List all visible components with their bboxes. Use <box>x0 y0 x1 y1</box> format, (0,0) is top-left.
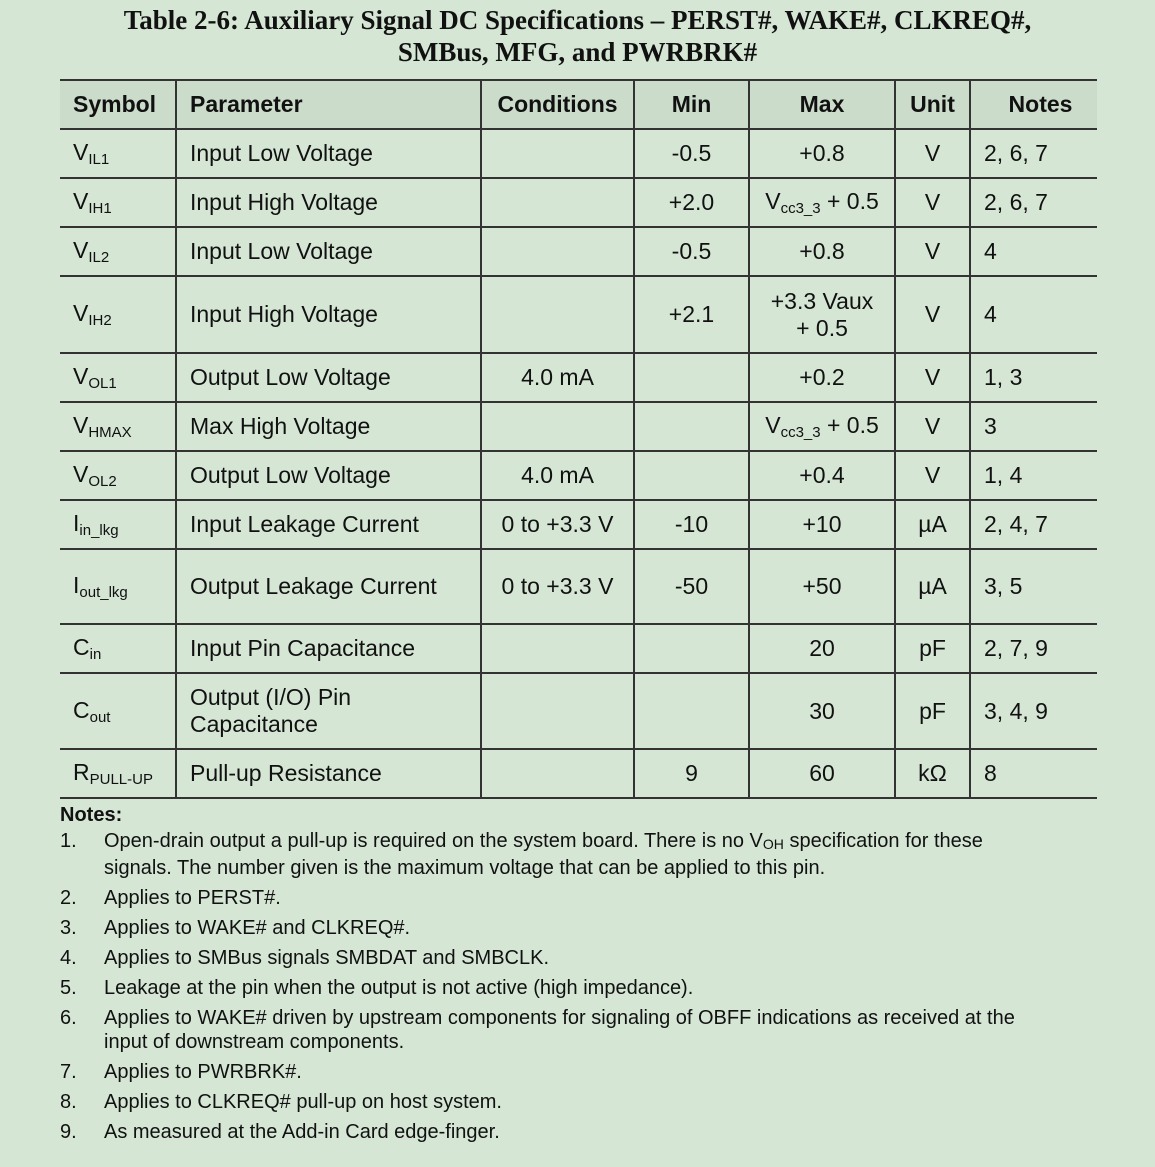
title-line-2: SMBus, MFG, and PWRBRK# <box>397 37 758 67</box>
notes-cell: 3 <box>970 402 1097 451</box>
note-text-a: Open-drain output a pull-up is required on the system board. There is no V <box>104 830 763 852</box>
symbol-cell <box>60 624 176 673</box>
table-row <box>60 178 1097 227</box>
note-item <box>60 1120 1054 1144</box>
note-number: 4. <box>60 947 77 969</box>
note-text <box>104 1060 1054 1084</box>
max-value: +0.8 <box>799 238 845 264</box>
note-number: 6. <box>60 1007 77 1029</box>
note-text-a: Applies to PERST#. <box>104 887 281 909</box>
table-title <box>0 0 1155 74</box>
note-text-a: Applies to PWRBRK#. <box>104 1061 302 1083</box>
note-text-b: specification for these signals. The number given is the maximum voltage that can be applied to this pin. <box>104 830 983 879</box>
conditions-cell <box>481 749 634 798</box>
notes-cell: 1, 4 <box>970 451 1097 500</box>
table-row <box>60 129 1097 178</box>
parameter-cell: Input High Voltage <box>176 276 481 353</box>
parameter-cell: Input Low Voltage <box>176 129 481 178</box>
note-text <box>104 1006 1054 1054</box>
parameter-cell: Output Leakage Current <box>176 549 481 624</box>
conditions-cell <box>481 129 634 178</box>
max-suffix: + 0.5 <box>820 188 879 214</box>
notes-cell: 4 <box>970 227 1097 276</box>
conditions-cell: 0 to +3.3 V <box>481 500 634 549</box>
max-value: +50 <box>802 573 842 599</box>
notes-cell: 2, 6, 7 <box>970 178 1097 227</box>
max-cell <box>749 129 895 178</box>
note-item <box>60 916 1054 940</box>
symbol-base: V <box>73 412 89 438</box>
symbol-cell <box>60 353 176 402</box>
symbol-subscript: HMAX <box>88 424 132 441</box>
max-value: 30 <box>809 697 835 724</box>
unit-cell: pF <box>895 673 970 749</box>
max-cell <box>749 227 895 276</box>
note-number: 1. <box>60 830 77 852</box>
note-text <box>104 829 1054 880</box>
symbol-subscript: IL1 <box>88 151 110 168</box>
table-row <box>60 276 1097 353</box>
symbol-base: R <box>73 759 90 785</box>
symbol-base: V <box>73 363 89 389</box>
conditions-cell <box>481 624 634 673</box>
note-text-a: Applies to WAKE# driven by upstream components for signaling of OBFF indications as received at the input of downstream components. <box>104 1007 1015 1053</box>
symbol-base: V <box>73 139 89 165</box>
note-item <box>60 946 1054 970</box>
max-cell <box>749 624 895 673</box>
notes-cell: 8 <box>970 749 1097 798</box>
parameter-cell: Input High Voltage <box>176 178 481 227</box>
note-item <box>60 976 1054 1000</box>
max-value: V <box>765 188 781 214</box>
notes-cell: 3, 5 <box>970 549 1097 624</box>
header-symbol: Symbol <box>60 80 176 129</box>
max-value: +3.3 Vaux <box>770 287 874 314</box>
symbol-subscript: OL1 <box>88 375 117 392</box>
table-row <box>60 402 1097 451</box>
symbol-base: C <box>73 696 90 723</box>
parameter-cell: Input Pin Capacitance <box>176 624 481 673</box>
note-item <box>60 886 1054 910</box>
conditions-cell <box>481 227 634 276</box>
parameter-cell: Max High Voltage <box>176 402 481 451</box>
max-subscript: cc3_3 <box>780 200 821 217</box>
note-number: 2. <box>60 887 77 909</box>
min-cell <box>634 353 749 402</box>
notes-cell: 3, 4, 9 <box>970 673 1097 749</box>
unit-cell: kΩ <box>895 749 970 798</box>
note-text-a: As measured at the Add-in Card edge-finger. <box>104 1121 500 1143</box>
max-cell <box>749 749 895 798</box>
spec-table <box>60 79 1097 799</box>
note-item <box>60 1006 1054 1054</box>
note-text <box>104 946 1054 970</box>
unit-cell: V <box>895 353 970 402</box>
unit-cell: µA <box>895 549 970 624</box>
conditions-cell: 0 to +3.3 V <box>481 549 634 624</box>
min-cell <box>634 402 749 451</box>
max-value: 20 <box>809 635 835 661</box>
min-cell: -0.5 <box>634 227 749 276</box>
unit-cell: V <box>895 276 970 353</box>
max-cell <box>749 549 895 624</box>
note-text <box>104 1120 1054 1144</box>
note-text <box>104 976 1054 1000</box>
min-cell <box>634 624 749 673</box>
table-row <box>60 451 1097 500</box>
min-cell: +2.1 <box>634 276 749 353</box>
header-min: Min <box>634 80 749 129</box>
table-row <box>60 549 1097 624</box>
note-text <box>104 916 1054 940</box>
symbol-cell <box>60 549 176 624</box>
notes-cell: 2, 6, 7 <box>970 129 1097 178</box>
unit-cell: V <box>895 402 970 451</box>
conditions-cell <box>481 402 634 451</box>
parameter-cell: Input Leakage Current <box>176 500 481 549</box>
parameter-cell: Output Low Voltage <box>176 451 481 500</box>
min-cell: -10 <box>634 500 749 549</box>
max-cell <box>749 276 895 353</box>
symbol-cell <box>60 500 176 549</box>
symbol-cell <box>60 673 176 749</box>
unit-cell: V <box>895 451 970 500</box>
header-unit: Unit <box>895 80 970 129</box>
note-number: 9. <box>60 1121 77 1143</box>
note-item <box>60 1090 1054 1114</box>
max-value: +0.2 <box>799 364 845 390</box>
max-cell <box>749 673 895 749</box>
max-value: +0.4 <box>799 462 845 488</box>
min-cell <box>634 451 749 500</box>
header-parameter: Parameter <box>176 80 481 129</box>
symbol-base: I <box>73 572 80 598</box>
note-number: 3. <box>60 917 77 939</box>
symbol-subscript: PULL-UP <box>89 771 153 788</box>
max-cell <box>749 402 895 451</box>
symbol-base: C <box>73 634 90 660</box>
note-item <box>60 829 1054 880</box>
note-text-a: Applies to CLKREQ# pull-up on host system. <box>104 1091 502 1113</box>
note-text <box>104 1090 1054 1114</box>
table-row <box>60 749 1097 798</box>
note-text-a: Applies to SMBus signals SMBDAT and SMBCLK. <box>104 947 549 969</box>
unit-cell: pF <box>895 624 970 673</box>
symbol-cell <box>60 276 176 353</box>
conditions-cell <box>481 276 634 353</box>
max-suffix: + 0.5 <box>820 412 879 438</box>
notes-cell: 2, 7, 9 <box>970 624 1097 673</box>
max-value: 60 <box>809 760 835 786</box>
notes-heading: Notes: <box>60 804 123 826</box>
conditions-cell <box>481 178 634 227</box>
parameter-cell: Pull-up Resistance <box>176 749 481 798</box>
note-number: 8. <box>60 1091 77 1113</box>
conditions-cell <box>481 673 634 749</box>
symbol-base: V <box>73 461 89 487</box>
max-cell <box>749 451 895 500</box>
min-cell <box>634 673 749 749</box>
note-subscript: OH <box>762 836 784 852</box>
header-conditions: Conditions <box>481 80 634 129</box>
conditions-cell: 4.0 mA <box>481 353 634 402</box>
max-value: +0.8 <box>799 140 845 166</box>
symbol-base: V <box>73 188 89 214</box>
note-text <box>104 886 1054 910</box>
max-suffix: + 0.5 <box>796 314 848 341</box>
table-row <box>60 227 1097 276</box>
notes-cell: 1, 3 <box>970 353 1097 402</box>
note-text-a: Applies to WAKE# and CLKREQ#. <box>104 917 411 939</box>
parameter-cell: Input Low Voltage <box>176 227 481 276</box>
max-value: +10 <box>802 511 842 537</box>
symbol-cell <box>60 178 176 227</box>
symbol-subscript: IH2 <box>88 312 112 329</box>
min-cell: -0.5 <box>634 129 749 178</box>
symbol-subscript: IH1 <box>88 200 112 217</box>
note-text-a: Leakage at the pin when the output is not active (high impedance). <box>104 977 694 999</box>
symbol-cell <box>60 749 176 798</box>
note-number: 7. <box>60 1061 77 1083</box>
min-cell: +2.0 <box>634 178 749 227</box>
max-subscript: cc3_3 <box>780 424 821 441</box>
table-row <box>60 624 1097 673</box>
unit-cell: V <box>895 129 970 178</box>
table-row <box>60 353 1097 402</box>
symbol-subscript: in_lkg <box>79 522 119 539</box>
symbol-subscript: out_lkg <box>79 584 128 601</box>
title-line-1: Table 2-6: Auxiliary Signal DC Specifications – PERST#, WAKE#, CLKREQ#, <box>123 5 1032 35</box>
table-row <box>60 673 1097 749</box>
notes-section <box>60 803 1054 1144</box>
max-value: V <box>765 412 781 438</box>
symbol-base: V <box>73 237 89 263</box>
symbol-subscript: OL2 <box>88 473 117 490</box>
note-number: 5. <box>60 977 77 999</box>
min-cell: -50 <box>634 549 749 624</box>
notes-cell: 4 <box>970 276 1097 353</box>
max-cell <box>749 353 895 402</box>
symbol-subscript: IL2 <box>88 249 110 266</box>
note-item <box>60 1060 1054 1084</box>
max-cell <box>749 178 895 227</box>
conditions-cell: 4.0 mA <box>481 451 634 500</box>
table-row <box>60 500 1097 549</box>
header-notes: Notes <box>970 80 1097 129</box>
unit-cell: µA <box>895 500 970 549</box>
max-cell <box>749 500 895 549</box>
notes-cell: 2, 4, 7 <box>970 500 1097 549</box>
symbol-subscript: in <box>89 646 102 663</box>
unit-cell: V <box>895 227 970 276</box>
parameter-cell: Output (I/O) Pin Capacitance <box>176 673 481 749</box>
header-max: Max <box>749 80 895 129</box>
symbol-base: I <box>73 510 80 536</box>
symbol-subscript: out <box>89 708 111 726</box>
symbol-cell <box>60 129 176 178</box>
symbol-base: V <box>73 300 89 326</box>
symbol-cell <box>60 451 176 500</box>
min-cell: 9 <box>634 749 749 798</box>
header-row <box>60 80 1097 129</box>
symbol-cell <box>60 227 176 276</box>
parameter-cell: Output Low Voltage <box>176 353 481 402</box>
symbol-cell <box>60 402 176 451</box>
unit-cell: V <box>895 178 970 227</box>
